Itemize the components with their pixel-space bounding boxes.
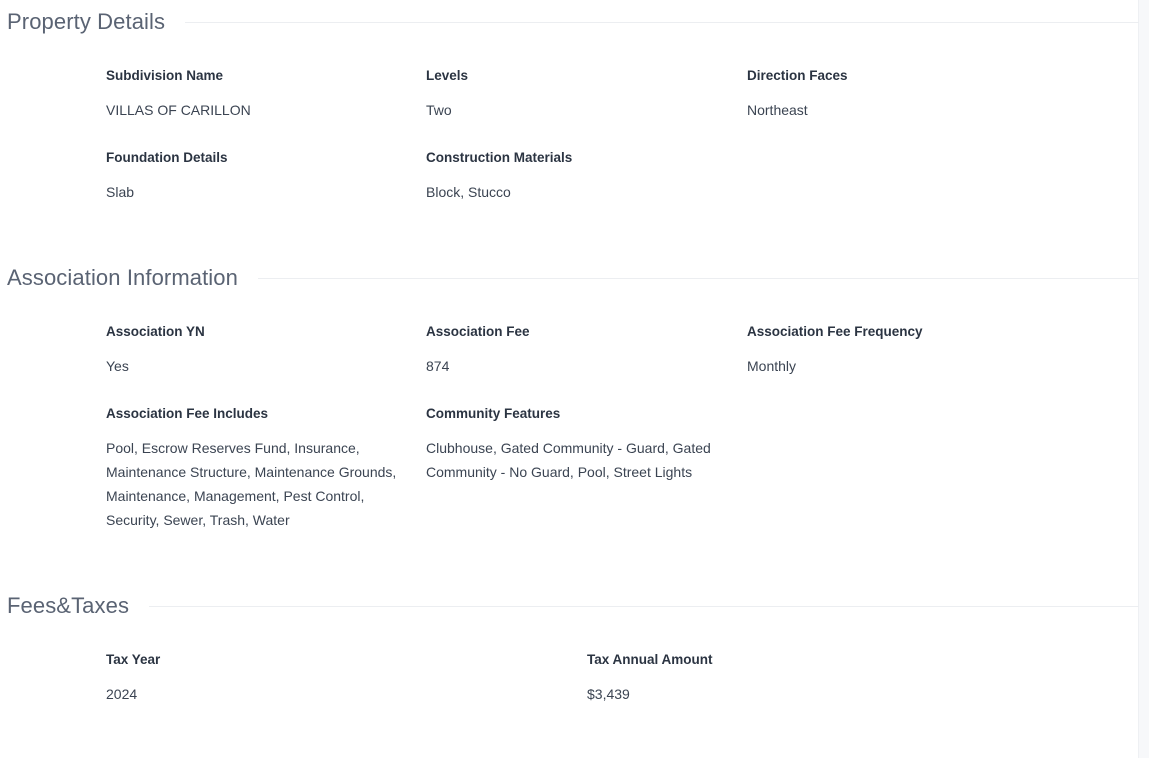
field-value: Pool, Escrow Reserves Fund, Insurance, Maintenance Structure, Maintenance Grounds, Maintenance, Management, Pest Control, Security, Sewer, Trash, Water bbox=[106, 440, 397, 528]
fees-taxes-section bbox=[0, 590, 1139, 702]
section-title: Fees&Taxes bbox=[7, 593, 130, 618]
field-value: $3,439 bbox=[587, 686, 630, 702]
field-value: Two bbox=[426, 102, 452, 118]
field-label: Tax Year bbox=[106, 652, 161, 667]
field-value: Slab bbox=[106, 184, 135, 200]
field-foundation-details bbox=[106, 148, 406, 204]
section-header bbox=[0, 6, 1139, 38]
section-divider bbox=[149, 606, 1139, 607]
field-label: Community Features bbox=[426, 406, 561, 421]
field-label: Foundation Details bbox=[106, 150, 228, 165]
field-value: Yes bbox=[106, 358, 129, 374]
field-value: Clubhouse, Gated Community - Guard, Gated Community - No Guard, Pool, Street Lights bbox=[426, 440, 711, 480]
field-value: Northeast bbox=[747, 102, 808, 118]
field-association-fee bbox=[426, 322, 726, 378]
association-information-section bbox=[0, 262, 1139, 528]
field-association-yn bbox=[106, 322, 406, 378]
field-association-fee-frequency bbox=[747, 322, 1047, 378]
section-divider bbox=[185, 22, 1139, 23]
field-value: 2024 bbox=[106, 686, 138, 702]
field-label: Levels bbox=[426, 68, 469, 83]
section-divider bbox=[258, 278, 1139, 279]
scrollbar-track[interactable] bbox=[1138, 0, 1149, 758]
section-title: Association Information bbox=[7, 265, 238, 290]
field-subdivision-name bbox=[106, 66, 406, 122]
field-label: Association Fee Includes bbox=[106, 406, 269, 421]
section-title: Property Details bbox=[7, 9, 166, 34]
field-label: Direction Faces bbox=[747, 68, 848, 83]
field-community-features bbox=[426, 404, 726, 484]
field-value: Monthly bbox=[747, 358, 797, 374]
field-value: VILLAS OF CARILLON bbox=[106, 102, 251, 118]
property-details-section bbox=[0, 6, 1139, 200]
field-value: Block, Stucco bbox=[426, 184, 511, 200]
field-value: 874 bbox=[426, 358, 450, 374]
field-levels bbox=[426, 66, 726, 122]
field-label: Association Fee bbox=[426, 324, 530, 339]
field-tax-annual-amount bbox=[587, 650, 887, 706]
field-association-fee-includes bbox=[106, 404, 402, 532]
field-label: Association YN bbox=[106, 324, 205, 339]
field-direction-faces bbox=[747, 66, 1047, 122]
field-tax-year bbox=[106, 650, 406, 706]
field-construction-materials bbox=[426, 148, 726, 204]
section-header bbox=[0, 262, 1139, 294]
field-label: Construction Materials bbox=[426, 150, 573, 165]
section-header bbox=[0, 590, 1139, 622]
field-label: Association Fee Frequency bbox=[747, 324, 923, 339]
field-label: Tax Annual Amount bbox=[587, 652, 713, 667]
field-label: Subdivision Name bbox=[106, 68, 224, 83]
